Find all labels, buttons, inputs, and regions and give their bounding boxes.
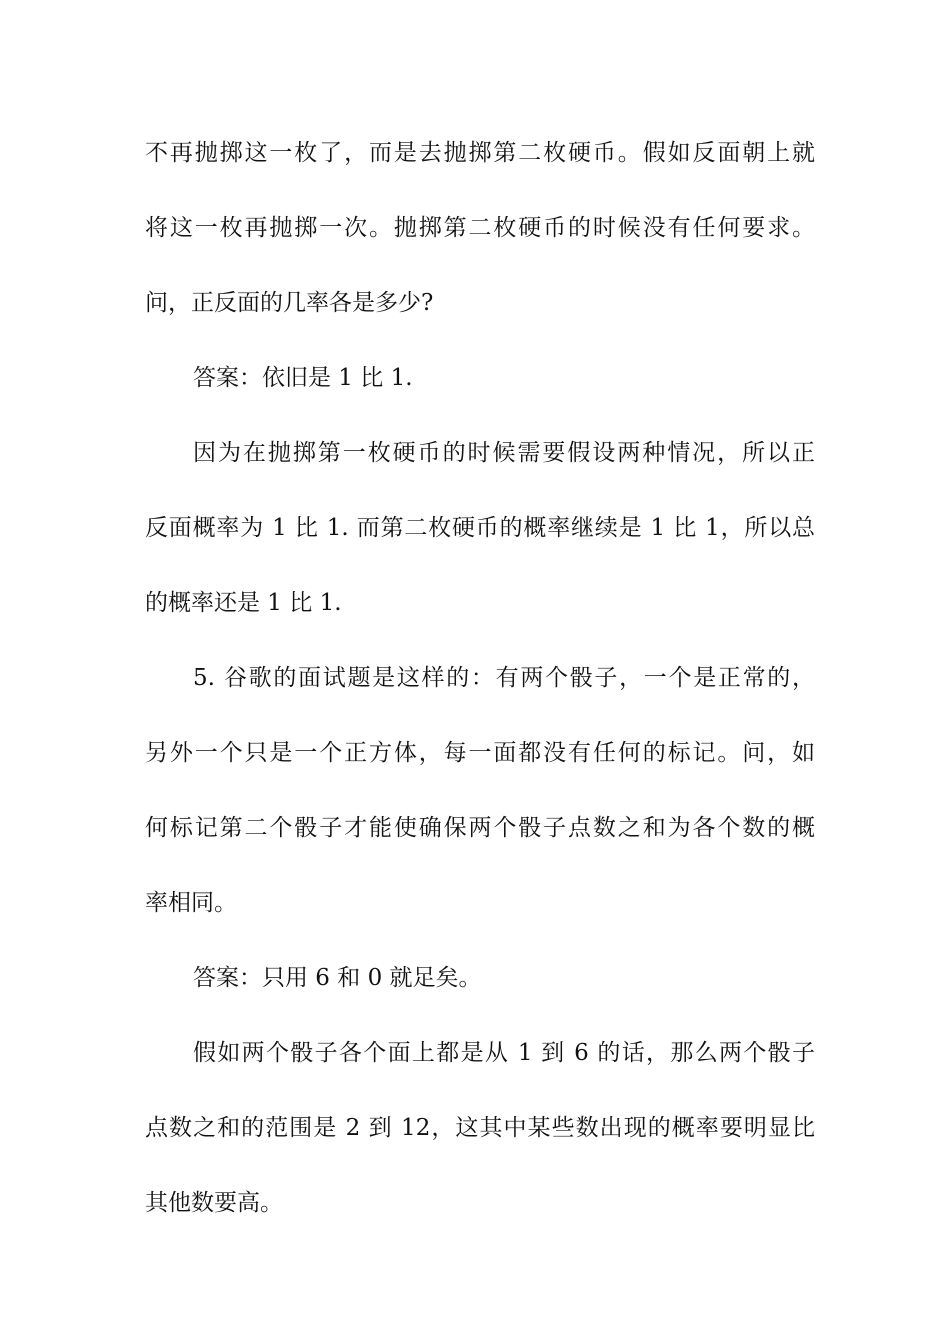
text-line-10: 何标记第二个骰子才能使确保两个骰子点数之和为各个数的概: [145, 815, 815, 841]
text-line-3: 问，正反面的几率各是多少?: [145, 290, 434, 316]
text-line-9: 另外一个只是一个正方体，每一面都没有任何的标记。问，如: [145, 740, 815, 766]
text-line-12: 答案：只用 6 和 0 就足矣。: [193, 965, 482, 991]
text-line-2: 将这一枚再抛掷一次。抛掷第二枚硬币的时候没有任何要求。: [145, 215, 815, 241]
text-line-1: 不再抛掷这一枚了，而是去抛掷第二枚硬币。假如反面朝上就: [145, 140, 815, 166]
text-line-14: 点数之和的范围是 2 到 12，这其中某些数出现的概率要明显比: [145, 1115, 815, 1141]
text-line-15: 其他数要高。: [145, 1190, 283, 1216]
text-line-11: 率相同。: [145, 890, 237, 916]
text-line-6: 反面概率为 1 比 1. 而第二枚硬币的概率继续是 1 比 1，所以总: [145, 515, 815, 541]
text-line-7: 的概率还是 1 比 1.: [145, 590, 342, 616]
text-line-8: 5. 谷歌的面试题是这样的：有两个骰子，一个是正常的，: [193, 665, 815, 691]
text-line-5: 因为在抛掷第一枚硬币的时候需要假设两种情况，所以正: [193, 440, 815, 466]
text-line-13: 假如两个骰子各个面上都是从 1 到 6 的话，那么两个骰子: [193, 1040, 815, 1066]
text-line-4: 答案：依旧是 1 比 1.: [193, 365, 413, 391]
